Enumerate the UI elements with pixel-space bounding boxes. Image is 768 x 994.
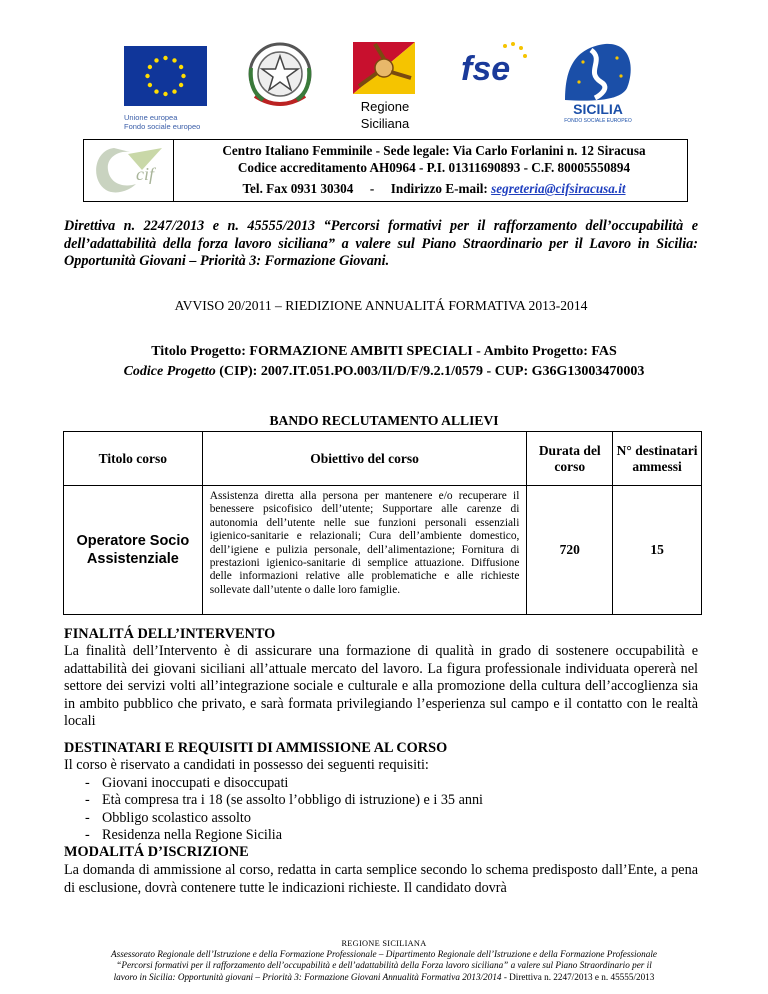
list-item: - Giovani inoccupati e disoccupati [85,775,289,791]
cif-logo [84,140,172,200]
project-code [64,364,704,380]
requirement-text: Giovani inoccupati e disoccupati [102,775,289,791]
requirement-text: Residenza nella Regione Sicilia [102,827,283,843]
org-separator: - [369,181,375,196]
region-label-line1: Regione [360,99,410,114]
requirement-text: Obbligo scolastico assolto [102,810,251,826]
table-header: Obiettivo del corso [202,432,527,486]
footer-line-3: lavoro in Sicilia: Opportunità giovani – Priorità 3: Formazione Giovani Annualità Formativa 2013/2014 [113,971,502,982]
region-label-line2: Siciliana [360,116,410,131]
fse-logo-text: fse [461,50,511,88]
directive-text: Direttiva n. 2247/2013 e n. 45555/2013 “Percorsi formativi per il rafforzamento dell’occupabilità e dell’adattabilità della forza lavoro siciliana” a valere sul Piano Straordinario per il Lavoro in Sicilia: Opportunità Giovani – Priorità 3: Formazione Giovani. [64,218,698,269]
org-contact-line [174,181,694,197]
project-code-value: (CIP): 2007.IT.051.PO.003/II/D/F/9.2.1/0579 - CUP: G36G13003470003 [215,364,645,379]
modalita-text: La domanda di ammissione al corso, redatta in carta semplice secondo lo schema predisposto dall’Ente, a pena di esclusione, dovrà contenere tutte le indicazioni richieste. Il candidato dovrà [64,862,698,896]
course-objective-cell: Assistenza diretta alla persona per mantenere e/o recuperare il benessere psicofisico dell’utente; Supportare alle carenze di autonomia dell’utente nelle sue funzioni personali essenziali igienico-sanitarie e relazionali; Cura dell’ambiente domestico, dell’igiene e pulizia personale, dell’alimentazione; Fornitura di prestazioni igienico-sanitarie di semplice attuazione. Diffusione delle informazioni relative alle problematiche e alle richieste sollevate dall’utente o dalle loro famiglie. [202,486,527,615]
table-header: Titolo corso [64,432,203,486]
course-duration-cell: 720 [527,486,613,615]
requirement-text: Età compresa tra i 18 (se assolto l’obbligo di istruzione) e i 35 anni [102,792,483,808]
list-item: - Età compresa tra i 18 (se assolto l’obbligo di istruzione) e i 35 anni [85,792,483,808]
destinatari-intro: Il corso è riservato a candidati in possesso dei seguenti requisiti: [64,757,429,773]
italian-republic-emblem [245,38,315,113]
org-line-2: Codice accreditamento AH0964 - P.I. 01311690893 - C.F. 80005550894 [237,160,631,175]
footer-line-1: Assessorato Regionale dell’Istruzione e della Formazione Professionale – Dipartimento Regionale dell’Istruzione e della Formazione Professionale [111,949,657,960]
table-header: Durata del corso [527,432,613,486]
org-email-link[interactable]: segreteria@cifsiracusa.it [491,181,626,196]
course-table [63,431,702,615]
course-title-cell: Operatore Socio Assistenziale [64,486,203,615]
cif-logo-cell [84,140,174,201]
project-code-label: Codice Progetto [123,364,216,379]
course-recipients-cell: 15 [613,486,702,615]
modalita-heading: MODALITÁ D’ISCRIZIONE [64,844,249,860]
eu-caption-line1: Unione europea [124,113,178,122]
fse-logo [455,38,533,96]
avviso-title: AVVISO 20/2011 – RIEDIZIONE ANNUALITÁ FORMATIVA 2013-2014 [174,298,588,313]
page-footer [60,938,708,983]
list-item: - Obbligo scolastico assolto [85,810,251,826]
org-email-label: Indirizzo E-mail: [390,181,488,196]
eu-flag-logo [124,46,207,113]
list-item: - Residenza nella Regione Sicilia [85,827,283,843]
sicilia-logo-text: SICILIA [573,101,623,117]
eu-caption-line2: Fondo sociale europeo [124,122,201,131]
finalita-text: La finalità dell’Intervento è di assicurare una formazione di qualità in grado di sostenere occupabilità e adattabilità dei giovani siciliani all’attuale mercato del lavoro. La figura professionale individuata opererà nel settore dei servizi volti all’integrazione sociale e culturale e alla promozione della cultura dell’accoglienza sia in ambito pubblico che privato, e sarà formata privilegiando l’esperienza sul campo e il contatto con le realtà locali [64,643,698,730]
footer-line-3-tail: - Direttiva n. 2247/2013 e n. 45555/2013 [501,971,655,982]
eu-caption [124,113,214,131]
sicilia-fse-logo [555,38,641,124]
footer-line-2: “Percorsi formativi per il rafforzamento dell’occupabilità e dell’adattabilità della Forza lavoro siciliana” a valere sul Piano Straordinario per il [116,960,652,971]
destinatari-heading: DESTINATARI E REQUISITI DI AMMISSIONE AL CORSO [64,740,448,756]
project-title: Titolo Progetto: FORMAZIONE AMBITI SPECIALI - Ambito Progetto: FAS [151,344,617,359]
footer-title: REGIONE SICILIANA [341,939,427,948]
cif-logo-text: cif [136,164,154,184]
table-header-row [64,432,702,486]
table-header: N° destinatari ammessi [613,432,702,486]
org-phone: Tel. Fax 0931 30304 [242,181,354,196]
finalita-heading: FINALITÁ DELL’INTERVENTO [64,626,276,642]
org-line-1: Centro Italiano Femminile - Sede legale: Via Carlo Forlanini n. 12 Siracusa [222,143,646,158]
regione-siciliana-label [340,98,430,132]
sicilia-logo-sub: FONDO SOCIALE EUROPEO [564,118,632,124]
regione-siciliana-trinacria-logo [345,38,423,98]
bando-title: BANDO RECLUTAMENTO ALLIEVI [269,413,499,428]
table-row [64,486,702,615]
